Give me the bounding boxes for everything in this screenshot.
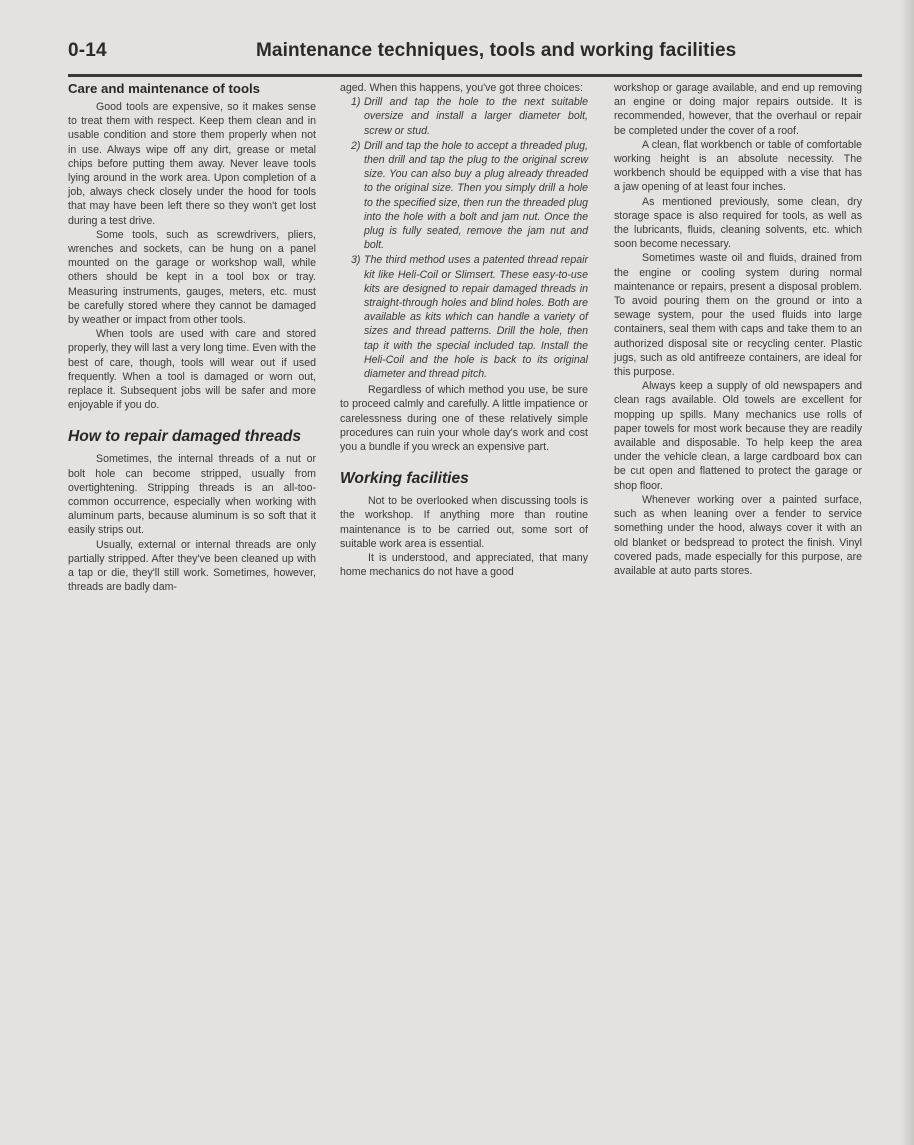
page-header [68,40,862,77]
choice-text: Drill and tap the hole to accept a threaded plug, then drill and tap the plug to the original screw size. You can also buy a plug already threaded to the original size. Then you simply drill a hole to the specified size, then run the threaded plug into the hole with a bolt and jam nut. Once the plug is fully seated, remove the jam nut and bolt. [364,139,588,252]
care-paragraph-1: Good tools are expensive, so it makes sense to treat them with respect. Keep them clean and in usable condition and store them properly when not in use. Always wipe off any dirt, grease or metal chips before putting them away. Never leave tools lying around in the work area. Upon completion of a job, always check closely under the hood for tools that may have been left there so they won't get lost during a test drive. [68,101,316,227]
after-choices-paragraph: Regardless of which method you use, be sure to proceed calmly and carefully. A little impatience or carelessness during one of these relatively simple procedures can ruin your whole day's work and cost you a bundle if you wreck an expensive part. [340,384,588,454]
storage-paragraph: As mentioned previously, some clean, dry storage space is also required for tools, as well as the lubricants, fluids, cleaning solvents, etc. which soon become necessary. [614,195,862,251]
choice-item [340,253,588,381]
facilities-paragraph-1: Not to be overlooked when discussing tools is the workshop. If anything more than routine maintenance is to be carried out, some sort of suitable work area is essential. [340,495,588,550]
running-title: Maintenance techniques, tools and working facilities [256,40,737,61]
repair-continued: aged. When this happens, you've got three choices: [340,82,583,94]
repair-paragraph-1: Sometimes, the internal threads of a nut or bolt hole can become stripped, usually from overtightening. Stripping threads is an all-too-common occurrence, especially when working with aluminum parts, because aluminum is so soft that it easily strips out. [68,453,316,537]
care-paragraph-3: When tools are used with care and stored properly, they will last a very long time. Even with the best of care, though, tools will wear out if used frequently. When a tool is damaged or worn out, replace it. Subsequent jobs will be safer and more enjoyable if you do. [68,328,316,412]
workbench-paragraph: A clean, flat workbench or table of comfortable working height is an absolute necessity. The workbench should be equipped with a vise that has a jaw opening of at least four inches. [614,138,862,194]
repair-choices-list [340,95,588,381]
choice-item [340,95,588,138]
choice-number: 3) [351,254,361,267]
choice-number: 1) [351,96,361,109]
waste-fluids-paragraph: Sometimes waste oil and fluids, drained from the engine or cooling system during normal maintenance or repairs, present a disposal problem. To avoid pouring them on the ground or into a sewage system, pour the used fluids into large containers, seal them with caps and take them to an authorized disposal site or recycling center. Plastic jugs, such as old antifreeze containers, are ideal for this purpose. [614,252,862,379]
care-paragraph-2: Some tools, such as screwdrivers, pliers, wrenches and sockets, can be hung on a panel mounted on the garage or workshop wall, while others should be kept in a tool box or tray. Measuring instruments, gauges, meters, etc. must be carefully stored where they cannot be damaged by weather or impact from other tools. [68,228,316,327]
page-number: 0-14 [68,40,107,61]
choice-text: The third method uses a patented thread repair kit like Heli-Coil or Slimsert. These easy-to-use kits are designed to repair damaged threads in straight-through holes and blind holes. Both are available as kits which can handle a variety of sizes and thread patterns. Drill the hole, then tap it with the special included tap. Install the Heli-Coil and the hole is back to its original diameter and thread pitch. [364,254,588,381]
facilities-continued: workshop or garage available, and end up removing an engine or doing major repairs outside. It is recommended, however, that the overhaul or repair be completed under the cover of a roof. [614,82,862,137]
facilities-paragraph-2: It is understood, and appreciated, that many home mechanics do not have a good [340,552,588,579]
painted-surface-paragraph: Whenever working over a painted surface, such as when leaning over a fender to service something under the hood, always cover it with an old blanket or bedspread to protect the finish. Vinyl covered pads, made especially for this purpose, are available at auto parts stores. [614,493,862,577]
column-right [614,81,862,578]
page-edge-shadow [900,0,914,1145]
column-left [68,81,316,595]
repair-paragraph-2: Usually, external or internal threads are only partially stripped. After they've been cleaned up with a tap or die, they'll still work. Sometimes, however, threads are badly dam- [68,538,316,594]
heading-working-facilities: Working facilities [340,470,469,488]
heading-care-of-tools: Care and maintenance of tools [68,81,260,96]
newspapers-paragraph: Always keep a supply of old newspapers and clean rags available. Old towels are excellent for mopping up spills. Many mechanics use rolls of paper towels for most work because they are readily available and disposable. To help keep the area under the vehicle clean, a large cardboard box can be cut open and flattened to protect the garage or shop floor. [614,380,862,492]
heading-repair-threads: How to repair damaged threads [68,428,302,446]
choice-item [340,139,588,253]
choice-number: 2) [351,139,361,152]
choice-text: Drill and tap the hole to the next suitable oversize and install a larger diameter bolt, screw or stud. [364,96,588,137]
column-middle [340,81,588,580]
